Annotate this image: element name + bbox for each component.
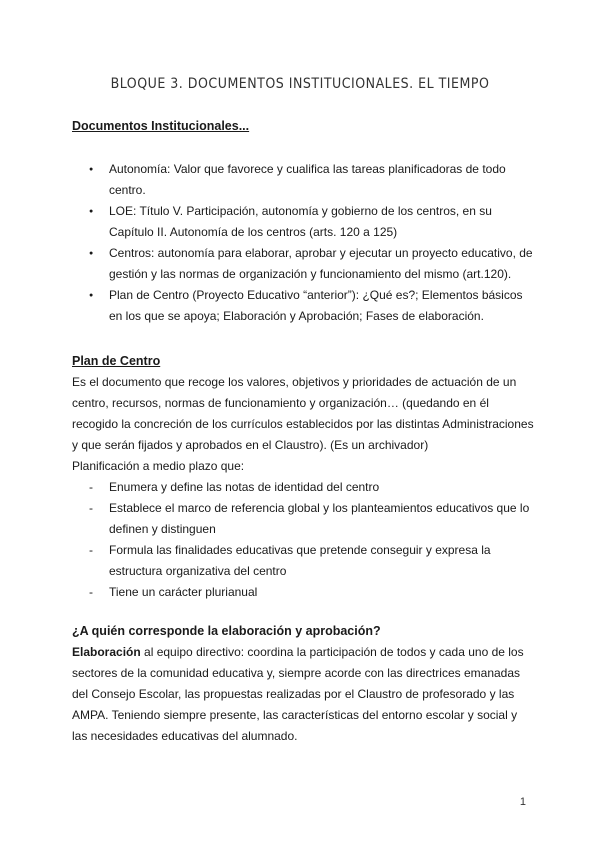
dash-marker: - — [89, 585, 93, 599]
elaboracion-text: al equipo directivo: coordina la participación de todos y cada uno de los sectores de la comunidad educativa y, siempre acorde con las directrices emanadas del Consejo Escolar, las propuestas realizadas por el Claustro de profesorado y las AMPA. Teniendo siempre presente, las características del entorno escolar y social y las necesidades educativas del alumnado. — [72, 645, 524, 743]
section-plan-centro — [72, 351, 534, 603]
list-item: ● Centros: autonomía para elaborar, aprobar y ejecutar un proyecto educativo, de gestión y las normas de organización y funcionamiento del mismo (art.120). — [72, 243, 534, 285]
list-item: ● Plan de Centro (Proyecto Educativo “anterior”): ¿Qué es?; Elementos básicos en los que se apoya; Elaboración y Aprobación; Fases de elaboración. — [72, 285, 534, 327]
heading-documentos: Documentos Institucionales... — [72, 119, 250, 133]
list-item: ● LOE: Título V. Participación, autonomía y gobierno de los centros, en su Capítulo II. Autonomía de los centros (arts. 120 a 125) — [72, 201, 534, 243]
plan-centro-intro: Planificación a medio plazo que: — [72, 459, 245, 473]
list-item-text: Enumera y define las notas de identidad del centro — [109, 480, 380, 494]
dash-marker: - — [89, 543, 93, 557]
page-title: BLOQUE 3. DOCUMENTOS INSTITUCIONALES. EL TIEMPO — [110, 76, 490, 92]
list-item-text: Formula las finalidades educativas que pretende conseguir y expresa la estructura organizativa del centro — [109, 543, 491, 578]
list-item — [72, 498, 534, 540]
dash-marker: - — [89, 501, 93, 515]
page-number: 1 — [519, 796, 526, 808]
heading-plan-centro: Plan de Centro — [72, 354, 161, 368]
list-item-text: Tiene un carácter plurianual — [109, 585, 258, 599]
list-item — [72, 582, 534, 603]
bullet-list — [72, 159, 534, 327]
elaboracion-lead: Elaboración — [72, 645, 141, 659]
section-documentos — [72, 116, 534, 327]
dash-list — [72, 477, 534, 603]
list-item: ● Autonomía: Valor que favorece y cualifica las tareas planificadoras de todo centro. — [72, 159, 534, 201]
dash-marker: - — [89, 480, 93, 494]
list-item-text: Establece el marco de referencia global y los planteamientos educativos que lo definen y distinguen — [109, 501, 530, 536]
plan-centro-paragraph: Es el documento que recoge los valores, objetivos y prioridades de actuación de un centro, recursos, normas de funcionamiento y organización… (quedando en él recogido la concreción de los currículos establecidos por las distintas Administraciones y que serán fijados y aprobados en el Claustro). (Es un archivador) — [72, 375, 534, 452]
list-item — [72, 540, 534, 582]
elaboracion-paragraph — [72, 642, 534, 747]
list-item — [72, 477, 534, 498]
heading-elaboracion: ¿A quién corresponde la elaboración y aprobación? — [72, 624, 381, 638]
section-elaboracion — [72, 621, 534, 747]
